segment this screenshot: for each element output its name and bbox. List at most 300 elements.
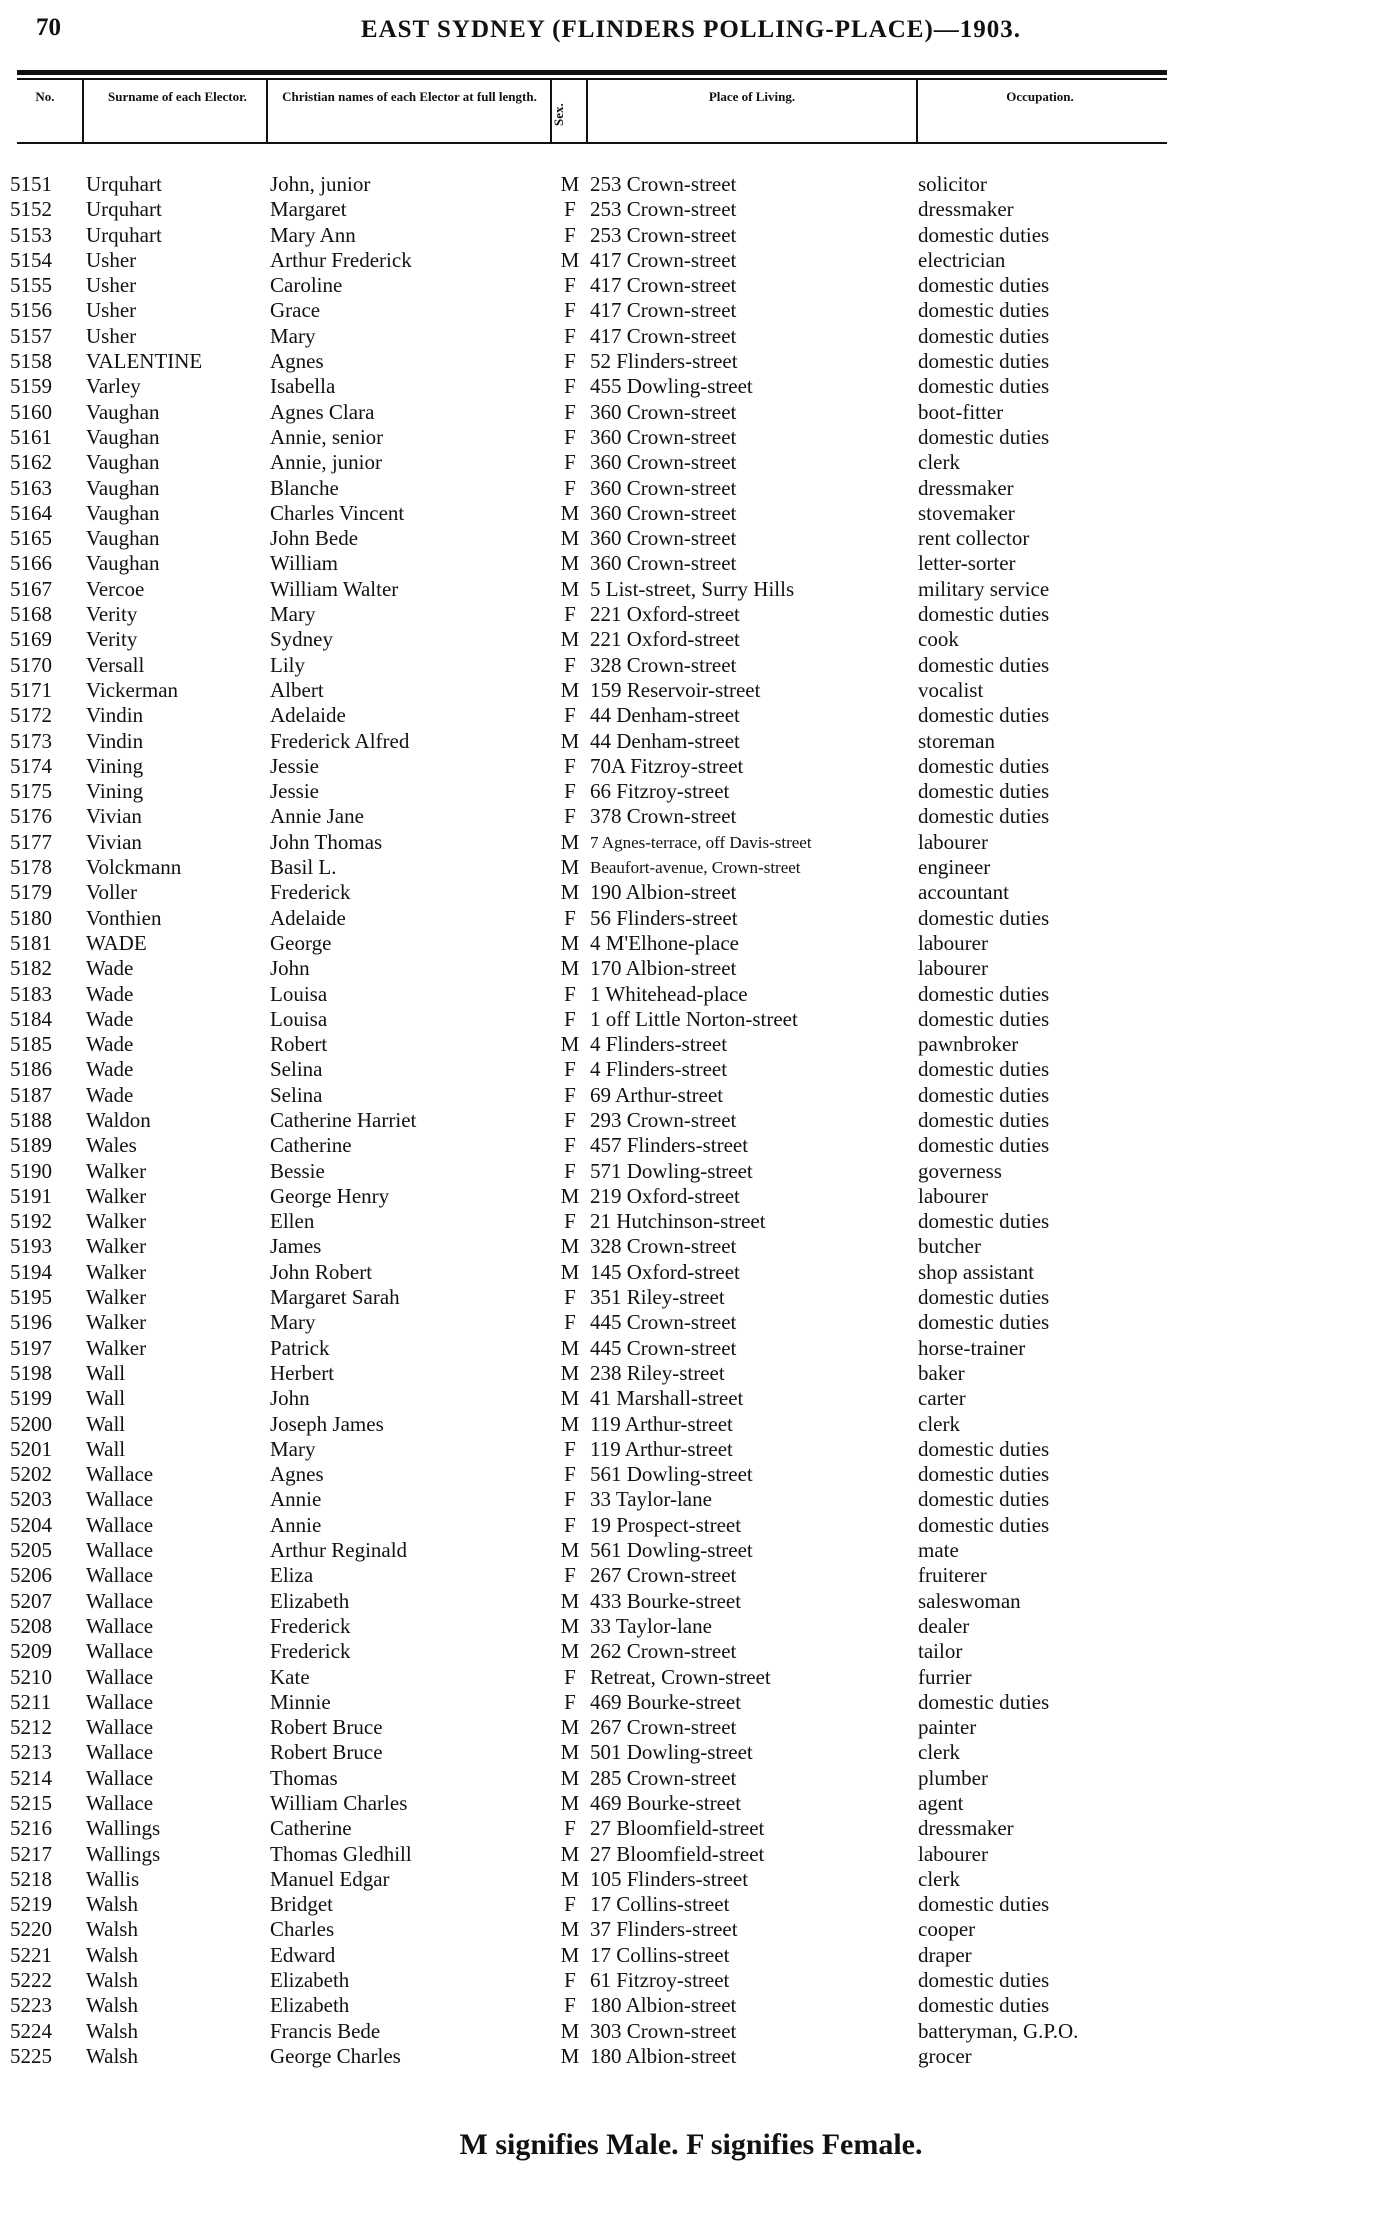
elector-occupation: domestic duties <box>918 323 1050 348</box>
elector-number: 5175 <box>10 779 52 804</box>
table-row <box>0 450 1382 475</box>
elector-number: 5187 <box>10 1082 52 1107</box>
elector-sex: M <box>560 627 580 652</box>
elector-christian-names: Catherine Harriet <box>270 1107 417 1132</box>
elector-occupation: domestic duties <box>918 1310 1050 1335</box>
table-row <box>0 1310 1382 1335</box>
elector-christian-names: George <box>270 930 332 955</box>
elector-christian-names: George Henry <box>270 1183 390 1208</box>
elector-occupation: mate <box>918 1538 959 1563</box>
elector-number: 5169 <box>10 627 52 652</box>
elector-christian-names: Eliza <box>270 1563 314 1588</box>
column-divider <box>266 80 268 142</box>
elector-surname: Verity <box>86 627 138 652</box>
elector-sex: F <box>564 197 576 222</box>
elector-occupation: furrier <box>918 1664 972 1689</box>
table-row <box>0 1285 1382 1310</box>
elector-christian-names: Annie <box>270 1487 322 1512</box>
elector-surname: Wall <box>86 1436 126 1461</box>
elector-christian-names: Adelaide <box>270 905 346 930</box>
elector-place-of-living: 360 Crown-street <box>590 551 737 576</box>
elector-place-of-living: 253 Crown-street <box>590 172 737 196</box>
elector-number: 5158 <box>10 349 52 374</box>
elector-christian-names: Margaret Sarah <box>270 1285 400 1310</box>
elector-place-of-living: 4 M'Elhone-place <box>590 930 739 955</box>
elector-place-of-living: 360 Crown-street <box>590 500 737 525</box>
elector-number: 5217 <box>10 1841 52 1866</box>
elector-surname: Wallace <box>86 1765 154 1790</box>
elector-surname: VALENTINE <box>86 349 203 374</box>
elector-occupation: domestic duties <box>918 1209 1050 1234</box>
elector-number: 5152 <box>10 197 52 222</box>
elector-occupation: batteryman, G.P.O. <box>918 2018 1079 2043</box>
table-row <box>0 1260 1382 1285</box>
elector-sex: F <box>564 424 576 449</box>
elector-place-of-living: 70A Fitzroy-street <box>590 753 744 778</box>
elector-place-of-living: 293 Crown-street <box>590 1107 737 1132</box>
elector-place-of-living: 360 Crown-street <box>590 450 737 475</box>
elector-christian-names: Herbert <box>270 1360 335 1385</box>
table-row <box>0 1361 1382 1386</box>
table-row <box>0 1816 1382 1841</box>
elector-occupation: domestic duties <box>918 349 1050 374</box>
elector-sex: F <box>564 1563 576 1588</box>
elector-christian-names: Mary Ann <box>270 222 356 247</box>
elector-place-of-living: 1 Whitehead-place <box>590 981 748 1006</box>
table-row <box>0 1993 1382 2018</box>
elector-surname: Wade <box>86 1082 134 1107</box>
elector-occupation: carter <box>918 1386 966 1411</box>
elector-number: 5170 <box>10 652 52 677</box>
elector-sex: F <box>564 349 576 374</box>
elector-occupation: shop assistant <box>918 1259 1035 1284</box>
elector-surname: Walsh <box>86 1993 138 2018</box>
elector-number: 5186 <box>10 1057 52 1082</box>
elector-sex: F <box>564 1285 576 1310</box>
elector-place-of-living: 417 Crown-street <box>590 298 737 323</box>
elector-sex: M <box>560 956 580 981</box>
elector-occupation: boot-fitter <box>918 399 1004 424</box>
table-row <box>0 1159 1382 1184</box>
elector-number: 5216 <box>10 1816 52 1841</box>
table-row <box>0 324 1382 349</box>
elector-occupation: domestic duties <box>918 1487 1050 1512</box>
elector-sex: F <box>564 298 576 323</box>
elector-occupation: saleswoman <box>918 1588 1021 1613</box>
table-row <box>0 729 1382 754</box>
elector-place-of-living: Retreat, Crown-street <box>590 1664 771 1689</box>
elector-surname: Wallace <box>86 1740 154 1765</box>
table-row <box>0 1234 1382 1259</box>
elector-number: 5189 <box>10 1133 52 1158</box>
elector-christian-names: Bessie <box>270 1158 325 1183</box>
elector-number: 5221 <box>10 1942 52 1967</box>
elector-surname: Wallace <box>86 1512 154 1537</box>
elector-sex: F <box>564 905 576 930</box>
elector-sex: F <box>564 1462 576 1487</box>
elector-christian-names: Caroline <box>270 273 343 298</box>
elector-place-of-living: 37 Flinders-street <box>590 1917 738 1942</box>
elector-number: 5160 <box>10 399 52 424</box>
elector-sex: F <box>564 1209 576 1234</box>
elector-occupation: domestic duties <box>918 1107 1050 1132</box>
elector-christian-names: John <box>270 956 310 981</box>
elector-number: 5165 <box>10 526 52 551</box>
elector-christian-names: Frederick Alfred <box>270 728 410 753</box>
elector-sex: M <box>560 1791 580 1815</box>
elector-occupation: domestic duties <box>918 1968 1050 1993</box>
elector-sex: F <box>564 399 576 424</box>
elector-number: 5157 <box>10 323 52 348</box>
elector-sex: F <box>564 475 576 500</box>
elector-occupation: domestic duties <box>918 374 1050 399</box>
elector-surname: Wall <box>86 1411 126 1436</box>
elector-sex: M <box>560 551 580 576</box>
elector-sex: F <box>564 753 576 778</box>
elector-sex: F <box>564 273 576 298</box>
elector-sex: F <box>564 374 576 399</box>
elector-surname: Walker <box>86 1259 147 1284</box>
elector-place-of-living: 433 Bourke-street <box>590 1588 742 1613</box>
elector-christian-names: Catherine <box>270 1133 352 1158</box>
elector-place-of-living: 469 Bourke-street <box>590 1791 742 1815</box>
elector-number: 5173 <box>10 728 52 753</box>
elector-occupation: dressmaker <box>918 197 1014 222</box>
elector-sex: M <box>560 1588 580 1613</box>
elector-surname: Wallace <box>86 1538 154 1563</box>
elector-number: 5204 <box>10 1512 52 1537</box>
table-row <box>0 1766 1382 1791</box>
elector-place-of-living: 267 Crown-street <box>590 1715 737 1740</box>
elector-place-of-living: 180 Albion-street <box>590 1993 737 2018</box>
elector-christian-names: Patrick <box>270 1335 330 1360</box>
elector-number: 5191 <box>10 1183 52 1208</box>
elector-number: 5182 <box>10 956 52 981</box>
elector-occupation: domestic duties <box>918 1993 1050 2018</box>
elector-sex: F <box>564 450 576 475</box>
elector-christian-names: Robert Bruce <box>270 1715 383 1740</box>
elector-occupation: grocer <box>918 2043 972 2068</box>
column-divider <box>916 80 918 142</box>
table-row <box>0 1513 1382 1538</box>
elector-place-of-living: 253 Crown-street <box>590 222 737 247</box>
elector-christian-names: Robert <box>270 1032 328 1057</box>
elector-place-of-living: 56 Flinders-street <box>590 905 738 930</box>
elector-christian-names: Adelaide <box>270 703 346 728</box>
elector-number: 5184 <box>10 1006 52 1031</box>
elector-surname: Wade <box>86 956 134 981</box>
table-row <box>0 1462 1382 1487</box>
elector-number: 5167 <box>10 576 52 601</box>
table-row <box>0 298 1382 323</box>
elector-place-of-living: 44 Denham-street <box>590 703 740 728</box>
elector-christian-names: Mary <box>270 602 316 627</box>
elector-number: 5200 <box>10 1411 52 1436</box>
elector-surname: Walsh <box>86 1942 138 1967</box>
elector-occupation: domestic duties <box>918 1133 1050 1158</box>
elector-number: 5164 <box>10 500 52 525</box>
elector-christian-names: Agnes <box>270 1462 324 1487</box>
elector-christian-names: Catherine <box>270 1816 352 1841</box>
elector-number: 5163 <box>10 475 52 500</box>
elector-sex: F <box>564 703 576 728</box>
elector-christian-names: Robert Bruce <box>270 1740 383 1765</box>
elector-surname: Walsh <box>86 2043 138 2068</box>
elector-surname: Vivian <box>86 829 142 854</box>
elector-place-of-living: 105 Flinders-street <box>590 1866 749 1891</box>
elector-christian-names: Mary <box>270 323 316 348</box>
elector-surname: Walker <box>86 1158 147 1183</box>
elector-number: 5215 <box>10 1791 52 1815</box>
elector-occupation: stovemaker <box>918 500 1015 525</box>
elector-christian-names: Mary <box>270 1436 316 1461</box>
elector-number: 5211 <box>10 1689 52 1714</box>
elector-occupation: domestic duties <box>918 602 1050 627</box>
elector-christian-names: Elizabeth <box>270 1588 350 1613</box>
elector-sex: F <box>564 323 576 348</box>
page-title: EAST SYDNEY (FLINDERS POLLING-PLACE)—1903. <box>360 16 1022 43</box>
table-row <box>0 1867 1382 1892</box>
elector-surname: Wallace <box>86 1462 154 1487</box>
table-row <box>0 855 1382 880</box>
elector-occupation: solicitor <box>918 172 987 196</box>
elector-sex: M <box>560 247 580 272</box>
elector-surname: Wallace <box>86 1715 154 1740</box>
elector-sex: M <box>560 2018 580 2043</box>
elector-sex: M <box>560 172 580 196</box>
elector-occupation: plumber <box>918 1765 988 1790</box>
elector-sex: M <box>560 1411 580 1436</box>
column-divider <box>586 80 588 142</box>
elector-christian-names: James <box>270 1234 322 1259</box>
table-row <box>0 1412 1382 1437</box>
elector-number: 5190 <box>10 1158 52 1183</box>
elector-sex: M <box>560 1715 580 1740</box>
table-row <box>0 1108 1382 1133</box>
elector-christian-names: Agnes Clara <box>270 399 375 424</box>
elector-surname: Walsh <box>86 1892 138 1917</box>
elector-surname: Vivian <box>86 804 142 829</box>
elector-surname: Walsh <box>86 2018 138 2043</box>
elector-number: 5155 <box>10 273 52 298</box>
elector-number: 5180 <box>10 905 52 930</box>
column-header-occupation: Occupation. <box>1006 89 1074 104</box>
elector-sex: F <box>564 1158 576 1183</box>
elector-place-of-living: 69 Arthur-street <box>590 1082 724 1107</box>
elector-place-of-living: 328 Crown-street <box>590 652 737 677</box>
elector-occupation: labourer <box>918 1841 988 1866</box>
elector-surname: WADE <box>86 930 147 955</box>
table-row <box>0 1917 1382 1942</box>
elector-occupation: fruiterer <box>918 1563 987 1588</box>
table-row <box>0 703 1382 728</box>
elector-surname: Walker <box>86 1209 147 1234</box>
elector-sex: F <box>564 1664 576 1689</box>
elector-place-of-living: 417 Crown-street <box>590 323 737 348</box>
elector-surname: Wallace <box>86 1588 154 1613</box>
elector-christian-names: Thomas Gledhill <box>270 1841 412 1866</box>
elector-number: 5201 <box>10 1436 52 1461</box>
elector-sex: F <box>564 1689 576 1714</box>
elector-number: 5172 <box>10 703 52 728</box>
elector-surname: Wallace <box>86 1563 154 1588</box>
elector-christian-names: Frederick <box>270 1639 351 1664</box>
table-row <box>0 1184 1382 1209</box>
elector-surname: Vaughan <box>86 526 160 551</box>
elector-number: 5179 <box>10 880 52 905</box>
elector-sex: M <box>560 1740 580 1765</box>
elector-place-of-living: 360 Crown-street <box>590 475 737 500</box>
elector-surname: Walsh <box>86 1968 138 1993</box>
elector-christian-names: Sydney <box>270 627 333 652</box>
elector-occupation: domestic duties <box>918 1689 1050 1714</box>
elector-sex: F <box>564 1512 576 1537</box>
elector-number: 5197 <box>10 1335 52 1360</box>
table-row <box>0 1083 1382 1108</box>
column-divider <box>82 80 84 142</box>
elector-sex: M <box>560 1360 580 1385</box>
elector-place-of-living: 445 Crown-street <box>590 1310 737 1335</box>
elector-number: 5214 <box>10 1765 52 1790</box>
elector-surname: Verity <box>86 602 138 627</box>
elector-place-of-living: 253 Crown-street <box>590 197 737 222</box>
elector-christian-names: Arthur Frederick <box>270 247 412 272</box>
table-row <box>0 1386 1382 1411</box>
elector-occupation: domestic duties <box>918 981 1050 1006</box>
elector-place-of-living: 417 Crown-street <box>590 273 737 298</box>
elector-surname: Vaughan <box>86 475 160 500</box>
table-row <box>0 1639 1382 1664</box>
table-row <box>0 779 1382 804</box>
elector-surname: Usher <box>86 247 137 272</box>
elector-surname: Wallings <box>86 1816 161 1841</box>
elector-christian-names: Annie <box>270 1512 322 1537</box>
elector-surname: Wade <box>86 1006 134 1031</box>
elector-occupation: butcher <box>918 1234 981 1259</box>
elector-surname: Walker <box>86 1183 147 1208</box>
elector-christian-names: Joseph James <box>270 1411 384 1436</box>
elector-christian-names: John <box>270 1386 310 1411</box>
table-row <box>0 906 1382 931</box>
elector-surname: Wall <box>86 1360 126 1385</box>
elector-number: 5181 <box>10 930 52 955</box>
elector-surname: Wallace <box>86 1487 154 1512</box>
table-row <box>0 273 1382 298</box>
elector-occupation: military service <box>918 576 1050 601</box>
elector-place-of-living: 1 off Little Norton-street <box>590 1006 798 1031</box>
elector-number: 5168 <box>10 602 52 627</box>
elector-place-of-living: Beaufort-avenue, Crown-street <box>590 858 801 878</box>
elector-place-of-living: 417 Crown-street <box>590 247 737 272</box>
elector-place-of-living: 455 Dowling-street <box>590 374 753 399</box>
elector-number: 5220 <box>10 1917 52 1942</box>
elector-sex: F <box>564 652 576 677</box>
elector-occupation: labourer <box>918 829 988 854</box>
table-row <box>0 223 1382 248</box>
elector-christian-names: Grace <box>270 298 321 323</box>
elector-occupation: domestic duties <box>918 1892 1050 1917</box>
elector-christian-names: Bridget <box>270 1892 333 1917</box>
elector-occupation: labourer <box>918 956 988 981</box>
elector-surname: Vindin <box>86 703 144 728</box>
table-row <box>0 1487 1382 1512</box>
elector-place-of-living: 221 Oxford-street <box>590 627 740 652</box>
elector-surname: Usher <box>86 273 137 298</box>
elector-christian-names: Annie, junior <box>270 450 382 475</box>
table-row <box>0 1690 1382 1715</box>
column-header-place: Place of Living. <box>708 89 796 104</box>
elector-christian-names: William Walter <box>270 576 399 601</box>
table-row <box>0 627 1382 652</box>
elector-number: 5219 <box>10 1892 52 1917</box>
elector-christian-names: Manuel Edgar <box>270 1866 390 1891</box>
elector-surname: Urquhart <box>86 172 162 196</box>
elector-occupation: clerk <box>918 1411 960 1436</box>
elector-christian-names: Louisa <box>270 1006 328 1031</box>
elector-surname: Vaughan <box>86 551 160 576</box>
elector-place-of-living: 52 Flinders-street <box>590 349 738 374</box>
elector-number: 5209 <box>10 1639 52 1664</box>
elector-place-of-living: 445 Crown-street <box>590 1335 737 1360</box>
elector-sex: F <box>564 222 576 247</box>
elector-sex: M <box>560 829 580 854</box>
elector-occupation: tailor <box>918 1639 963 1664</box>
elector-surname: Wade <box>86 1032 134 1057</box>
elector-number: 5206 <box>10 1563 52 1588</box>
elector-place-of-living: 44 Denham-street <box>590 728 740 753</box>
elector-sex: M <box>560 1765 580 1790</box>
elector-surname: Vining <box>86 779 144 804</box>
table-row <box>0 1715 1382 1740</box>
elector-place-of-living: 61 Fitzroy-street <box>590 1968 730 1993</box>
elector-sex: M <box>560 677 580 702</box>
elector-number: 5162 <box>10 450 52 475</box>
elector-sex: M <box>560 1032 580 1057</box>
table-row <box>0 804 1382 829</box>
elector-place-of-living: 119 Arthur-street <box>590 1411 733 1436</box>
elector-place-of-living: 303 Crown-street <box>590 2018 737 2043</box>
elector-christian-names: William Charles <box>270 1791 408 1815</box>
elector-christian-names: Agnes <box>270 349 324 374</box>
elector-surname: Walsh <box>86 1917 138 1942</box>
elector-christian-names: Blanche <box>270 475 339 500</box>
elector-number: 5196 <box>10 1310 52 1335</box>
elector-sex: M <box>560 1866 580 1891</box>
elector-place-of-living: 469 Bourke-street <box>590 1689 742 1714</box>
elector-number: 5203 <box>10 1487 52 1512</box>
elector-occupation: engineer <box>918 855 991 880</box>
table-row <box>0 425 1382 450</box>
header-rule-thick <box>17 70 1167 75</box>
elector-number: 5195 <box>10 1285 52 1310</box>
table-row <box>0 754 1382 779</box>
elector-sex: F <box>564 602 576 627</box>
table-row <box>0 577 1382 602</box>
table-row <box>0 1209 1382 1234</box>
elector-surname: Vining <box>86 753 144 778</box>
elector-number: 5178 <box>10 855 52 880</box>
elector-christian-names: William <box>270 551 338 576</box>
elector-christian-names: Ellen <box>270 1209 315 1234</box>
header-rule-bottom <box>17 142 1167 144</box>
elector-occupation: domestic duties <box>918 424 1050 449</box>
elector-sex: M <box>560 2043 580 2068</box>
column-header-christian: Christian names of each Elector at full length. <box>282 89 537 104</box>
elector-place-of-living: 180 Albion-street <box>590 2043 737 2068</box>
elector-surname: Vickerman <box>86 677 179 702</box>
table-row <box>0 476 1382 501</box>
elector-occupation: domestic duties <box>918 753 1050 778</box>
